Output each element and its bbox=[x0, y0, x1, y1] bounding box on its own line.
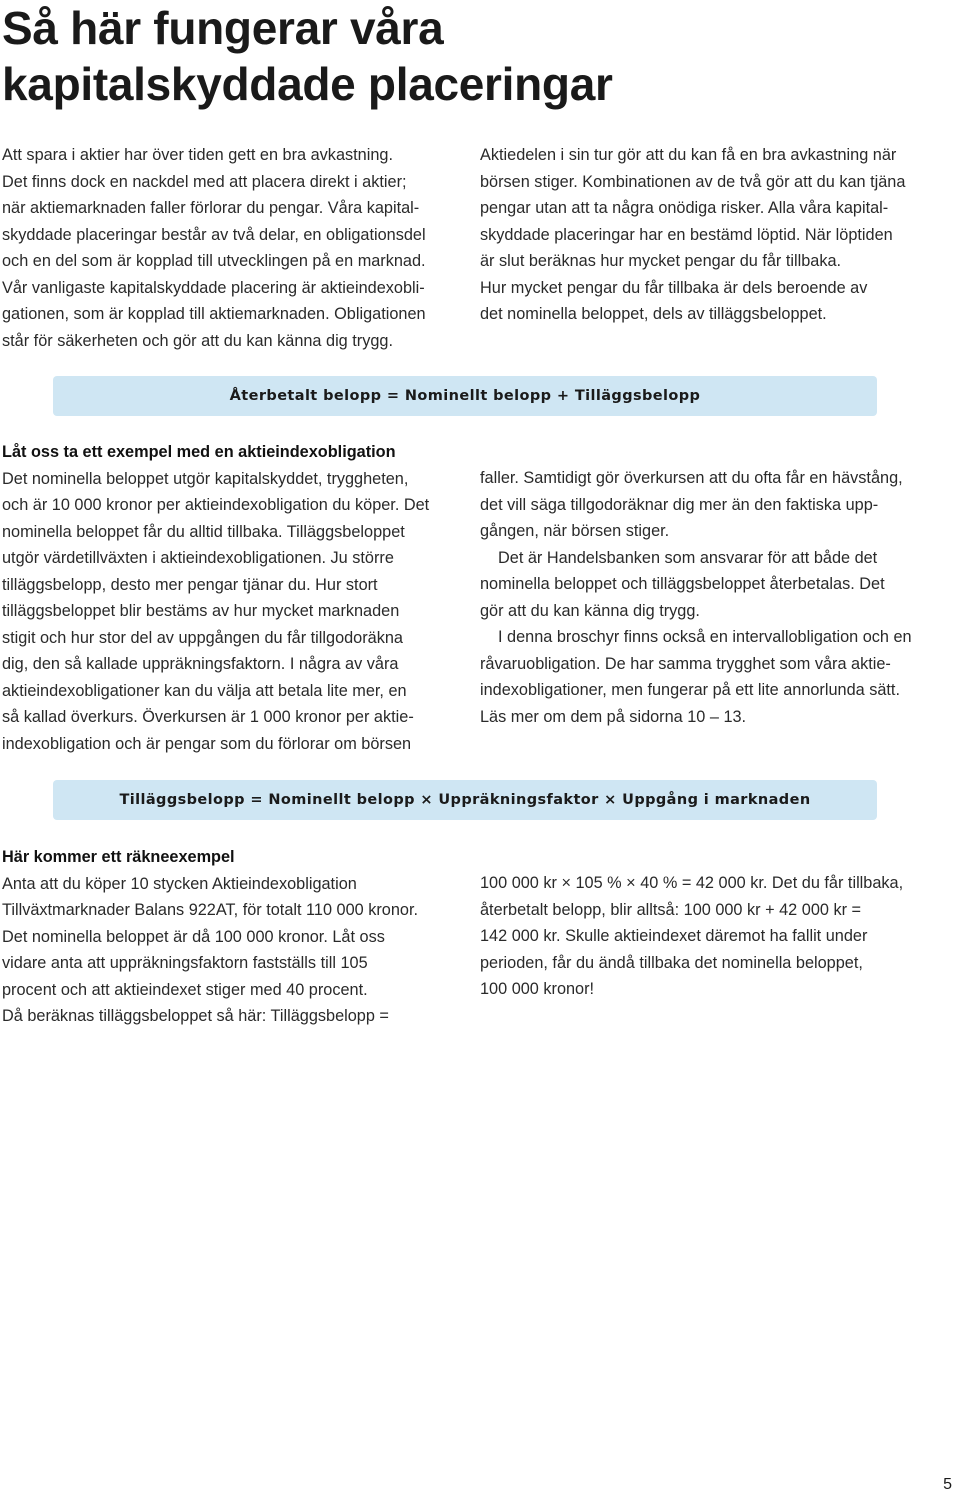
example-right-column bbox=[480, 465, 930, 730]
text-line: det nominella beloppet, dels av tilläggsbeloppet. bbox=[480, 305, 827, 323]
text-line: återbetalt belopp, blir alltså: 100 000 kr + 42 000 kr = bbox=[480, 900, 862, 919]
text-line: Hur mycket pengar du får tillbaka är dels beroende av bbox=[480, 278, 868, 297]
formula-text: Tilläggsbelopp = Nominellt belopp × Uppräkningsfaktor × Uppgång i marknaden bbox=[119, 792, 811, 808]
text-line: och en del som är kopplad till utvecklingen på en marknad. bbox=[2, 252, 426, 270]
text-line: Läs mer om dem på sidorna 10 – 13. bbox=[480, 707, 747, 726]
text-line: är slut beräknas hur mycket pengar du får tillbaka. bbox=[480, 252, 842, 270]
intro-right-column bbox=[480, 142, 930, 328]
text-line: står för säkerheten och gör att du kan känna dig trygg. bbox=[2, 331, 393, 350]
text-line: Det nominella beloppet utgör kapitalskyddet, tryggheten, bbox=[2, 469, 409, 488]
text-line: procent och att aktieindexet stiger med 40 procent. bbox=[2, 980, 368, 999]
text-line: perioden, får du ändå tillbaka det nominella beloppet, bbox=[480, 953, 863, 972]
text-line: faller. Samtidigt gör överkursen att du ofta får en hävstång, bbox=[480, 469, 903, 487]
text-line: Det finns dock en nackdel med att placera direkt i aktier; bbox=[2, 172, 407, 191]
text-line: råvaruobligation. De har samma trygghet som våra aktie- bbox=[480, 654, 891, 673]
text-line: 100 000 kronor! bbox=[480, 980, 595, 998]
calc-heading: Här kommer ett räkneexempel bbox=[2, 848, 235, 866]
text-line: så kallad överkurs. Överkursen är 1 000 kronor per aktie- bbox=[2, 708, 414, 726]
text-line: indexobligationer, men fungerar på ett lite annorlunda sätt. bbox=[480, 681, 900, 699]
text-line: vidare anta att uppräkningsfaktorn fastställs till 105 bbox=[2, 954, 368, 972]
text-line: när aktiemarknaden faller förlorar du pengar. Våra kapital- bbox=[2, 199, 420, 217]
text-line: gör att du kan känna dig trygg. bbox=[480, 601, 700, 620]
intro-left-column bbox=[2, 142, 452, 354]
text-line: gången, när börsen stiger. bbox=[480, 522, 670, 540]
text-line: 100 000 kr × 105 % × 40 % = 42 000 kr. Det du får tillbaka, bbox=[480, 874, 904, 892]
text-line: aktieindexobligationer kan du välja att betala lite mer, en bbox=[2, 681, 407, 700]
text-line: stigit och hur stor del av uppgången du får tillgodoräkna bbox=[2, 628, 403, 647]
calc-left-column bbox=[2, 844, 452, 1030]
example-heading: Låt oss ta ett exempel med en aktieindexobligation bbox=[2, 443, 396, 461]
example-left-column bbox=[2, 439, 452, 757]
text-line: Tillväxtmarknader Balans 922AT, för totalt 110 000 kronor. bbox=[2, 901, 418, 919]
text-line: I denna broschyr finns också en intervallobligation och en bbox=[498, 628, 912, 646]
text-line: och är 10 000 kronor per aktieindexobligation du köper. Det bbox=[2, 496, 430, 514]
text-line: indexobligation och är pengar som du förlorar om börsen bbox=[2, 734, 412, 753]
text-line: Att spara i aktier har över tiden gett en bra avkastning. bbox=[2, 146, 393, 164]
title-line-1: Så här fungerar våra bbox=[2, 2, 444, 54]
text-line: Då beräknas tilläggsbeloppet så här: Tilläggsbelopp = bbox=[2, 1007, 389, 1025]
page-title bbox=[2, 0, 613, 112]
text-line: tilläggsbelopp, desto mer pengar tjänar du. Hur stort bbox=[2, 575, 378, 594]
formula-box-additional-amount bbox=[53, 780, 877, 820]
text-line: tilläggsbeloppet blir bestäms av hur mycket marknaden bbox=[2, 602, 400, 620]
text-line: Det nominella beloppet är då 100 000 kronor. Låt oss bbox=[2, 927, 385, 946]
text-line: Det är Handelsbanken som ansvarar för att både det bbox=[498, 548, 878, 567]
formula-text: Återbetalt belopp = Nominellt belopp + Tilläggsbelopp bbox=[229, 388, 701, 404]
page-number: 5 bbox=[943, 1476, 952, 1493]
formula-box-repaid-amount bbox=[53, 376, 877, 416]
text-line: 142 000 kr. Skulle aktieindexet däremot ha fallit under bbox=[480, 927, 868, 945]
text-line: nominella beloppet och tilläggsbeloppet återbetalas. Det bbox=[480, 575, 885, 593]
text-line: Aktiedelen i sin tur gör att du kan få en bra avkastning när bbox=[480, 146, 897, 164]
text-line: börsen stiger. Kombinationen av de två gör att du kan tjäna bbox=[480, 172, 906, 191]
text-line: skyddade placeringar består av två delar, en obligationsdel bbox=[2, 225, 426, 244]
text-line: Anta att du köper 10 stycken Aktieindexobligation bbox=[2, 874, 357, 893]
text-line: utgör värdetillväxten i aktieindexobligationen. Ju större bbox=[2, 549, 394, 567]
title-line-2: kapitalskyddade placeringar bbox=[2, 58, 613, 110]
text-line: Vår vanligaste kapitalskyddade placering är aktieindexobli- bbox=[2, 278, 425, 297]
calc-right-column bbox=[480, 870, 930, 1003]
text-line: det vill säga tillgodoräknar dig mer än den faktiska upp- bbox=[480, 495, 879, 514]
text-line: pengar utan att ta några onödiga risker. Alla våra kapital- bbox=[480, 199, 889, 217]
text-line: gationen, som är kopplad till aktiemarknaden. Obligationen bbox=[2, 305, 426, 323]
text-line: skyddade placeringar har en bestämd löptid. När löptiden bbox=[480, 225, 893, 244]
text-line: nominella beloppet får du alltid tillbaka. Tilläggsbeloppet bbox=[2, 522, 405, 541]
text-line: dig, den så kallade uppräkningsfaktorn. I några av våra bbox=[2, 655, 399, 673]
